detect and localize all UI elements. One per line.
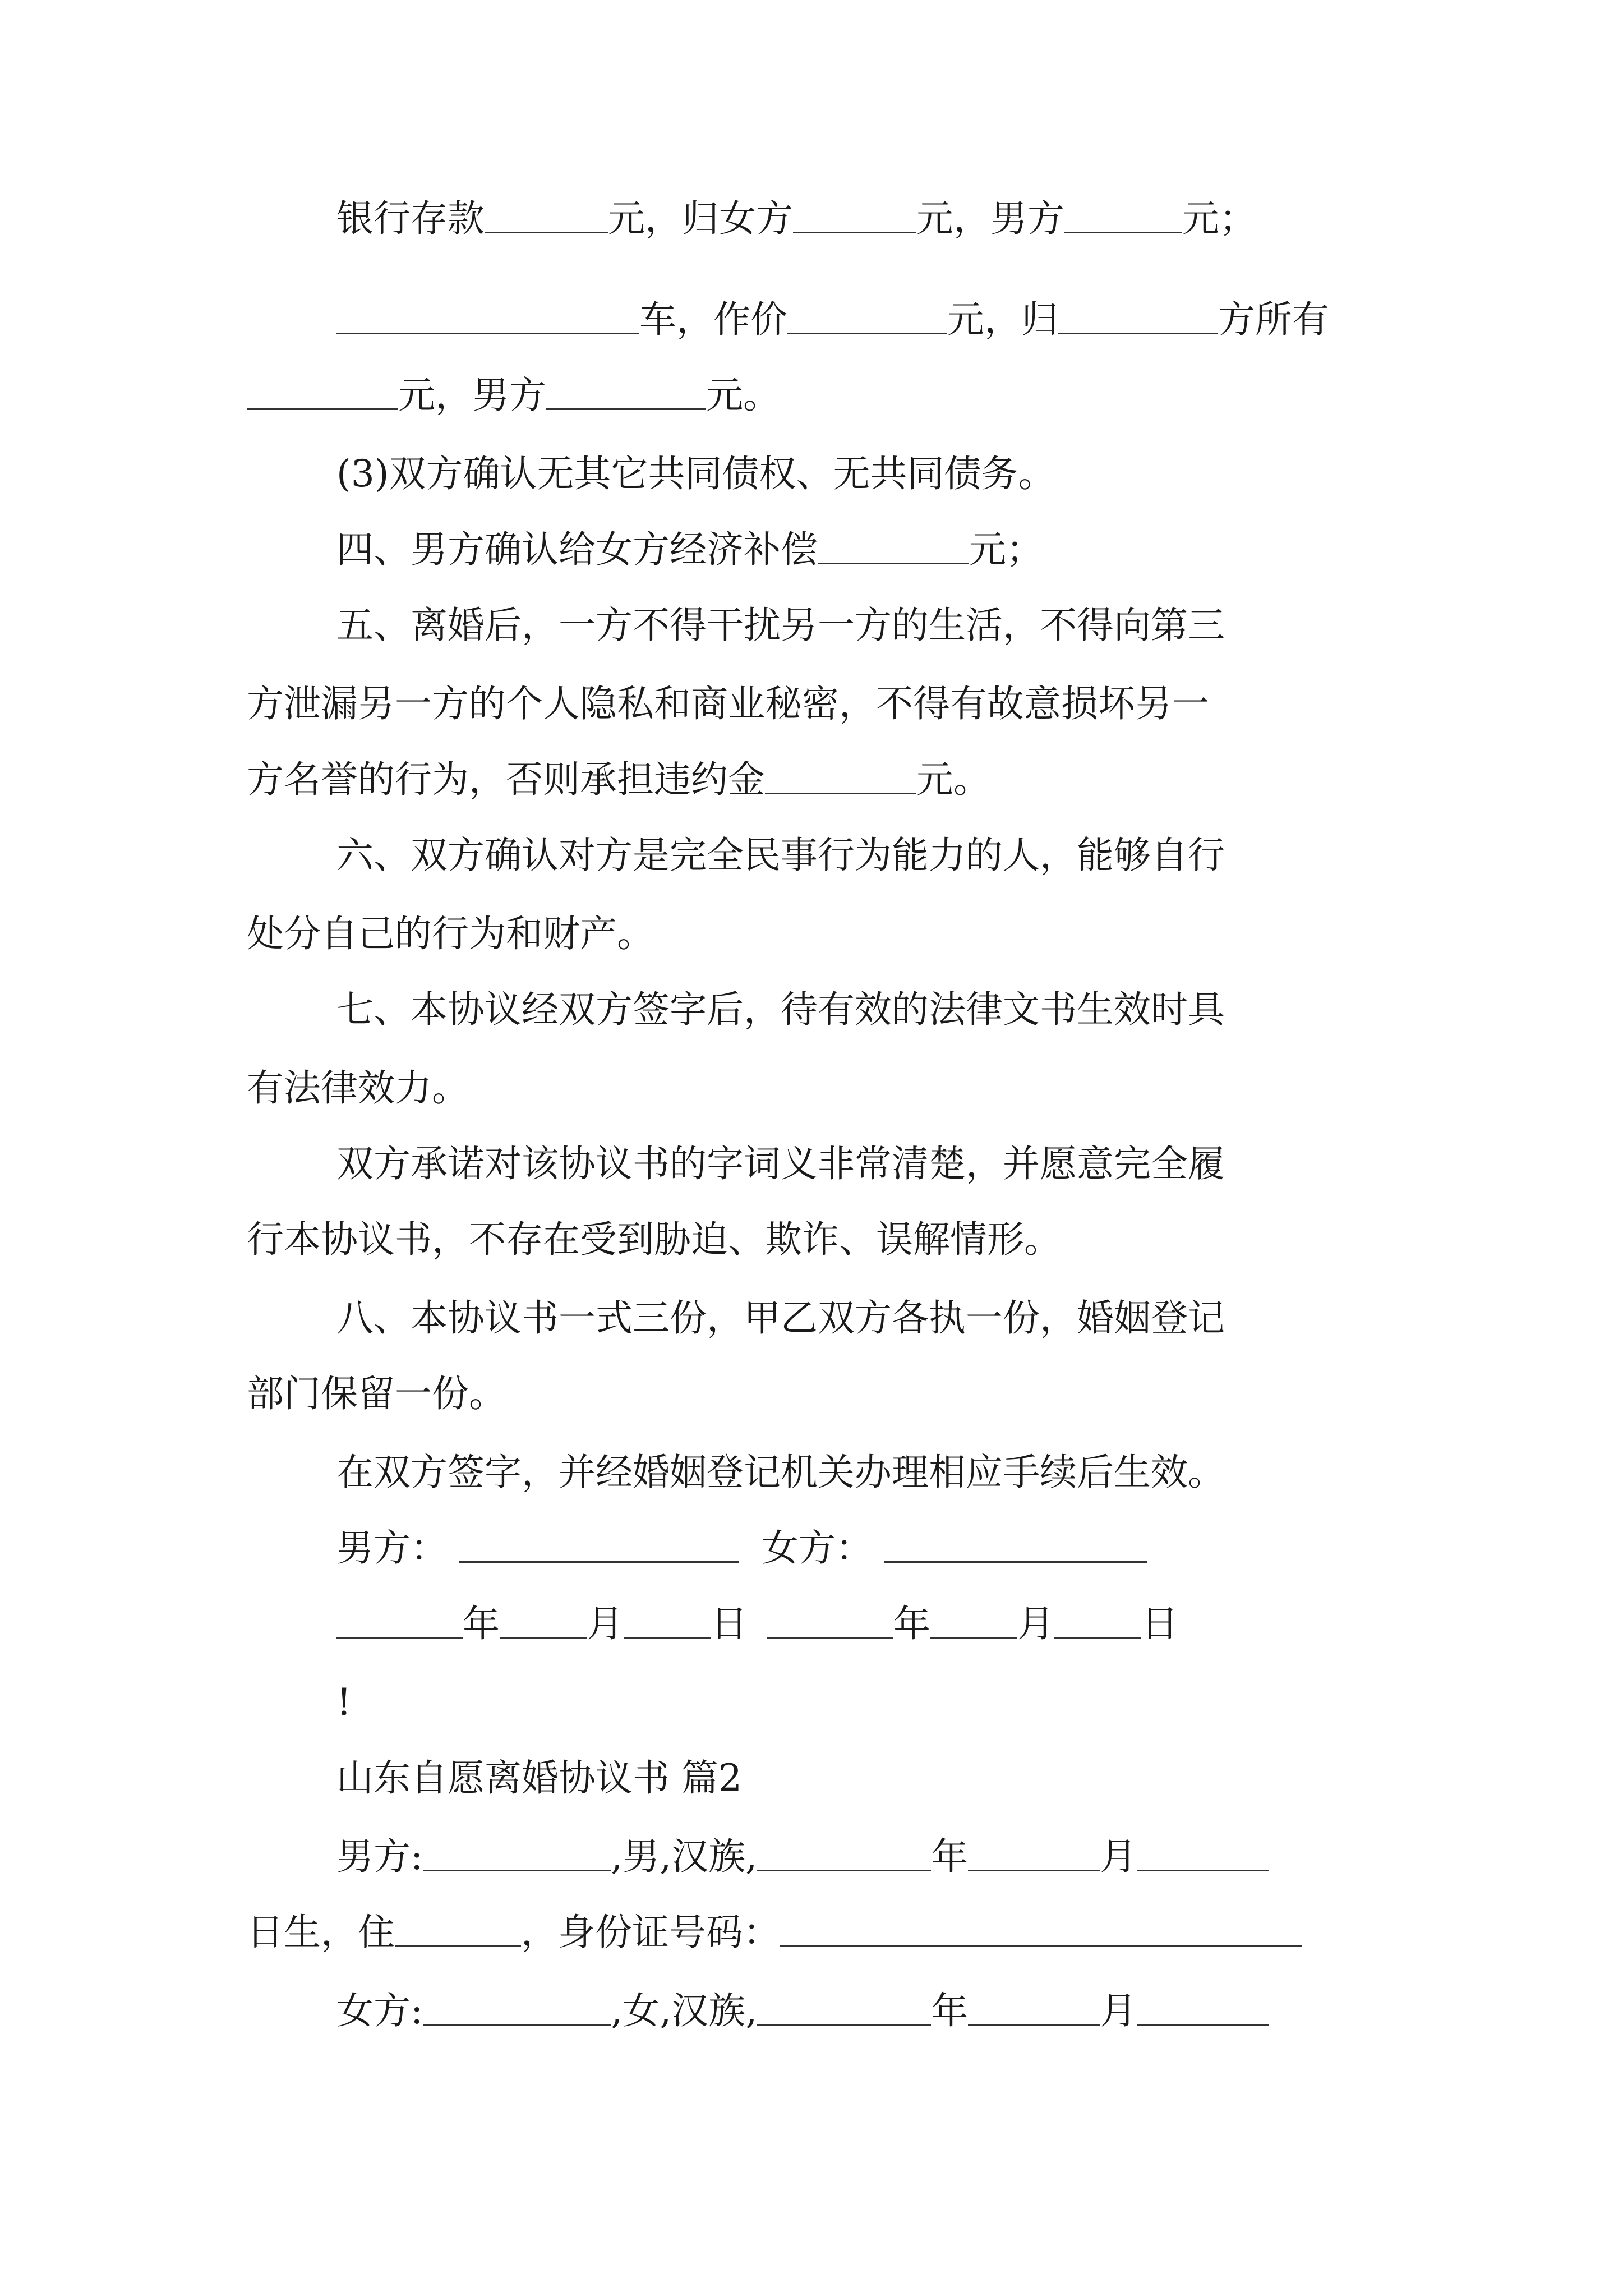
text: 日 xyxy=(1141,1602,1178,1645)
text-line xyxy=(336,827,1225,884)
text: 部门保留一份。 xyxy=(247,1372,506,1415)
text: 元，男方 xyxy=(398,374,546,417)
blank-field[interactable] xyxy=(1064,198,1182,233)
text-line xyxy=(247,367,780,424)
day-field[interactable] xyxy=(1054,1603,1141,1639)
blank-field[interactable] xyxy=(793,198,916,233)
id-number-field[interactable] xyxy=(780,1912,1302,1947)
month-field[interactable] xyxy=(930,1603,1017,1639)
text-line xyxy=(247,1366,506,1422)
text-line xyxy=(336,446,1055,502)
text: 年 xyxy=(931,1989,969,2032)
text: 有法律效力。 xyxy=(247,1066,469,1110)
text: 方名誉的行为，否则承担违约金 xyxy=(247,758,765,801)
text: 年 xyxy=(931,1835,969,1878)
year-field[interactable] xyxy=(757,1990,931,2026)
text: 车，作价 xyxy=(639,298,787,341)
text: 元，男方 xyxy=(916,197,1064,240)
text: 八、本协议书一式三份，甲乙双方各执一份，婚姻登记 xyxy=(336,1296,1225,1340)
text: 月 xyxy=(1100,1835,1137,1878)
blank-field[interactable] xyxy=(765,759,916,794)
text: 月 xyxy=(1100,1989,1137,2032)
year-field[interactable] xyxy=(757,1836,931,1871)
address-field[interactable] xyxy=(395,1912,521,1947)
text-line xyxy=(336,1136,1225,1192)
text: 元； xyxy=(1182,197,1256,240)
text-line xyxy=(247,906,654,962)
day-field[interactable] xyxy=(624,1603,711,1639)
female-signature-field[interactable] xyxy=(884,1527,1147,1563)
text: 月 xyxy=(1017,1602,1054,1645)
text-line xyxy=(247,1060,469,1116)
text: 元，归 xyxy=(947,298,1058,341)
text: 六、双方确认对方是完全民事行为能力的人，能够自行 xyxy=(336,834,1225,877)
signature-line xyxy=(336,1520,1147,1576)
text-line xyxy=(247,752,990,808)
text: 元。 xyxy=(916,758,990,801)
day-field[interactable] xyxy=(1137,1990,1269,2026)
year-field[interactable] xyxy=(767,1603,893,1639)
day-field[interactable] xyxy=(1137,1836,1269,1871)
blank-field[interactable] xyxy=(336,299,639,334)
text: 处分自己的行为和财产。 xyxy=(247,912,654,955)
text-line xyxy=(247,1904,1302,1961)
text: 五、离婚后，一方不得干扰另一方的生活，不得向第三 xyxy=(336,604,1225,647)
date-line xyxy=(336,1596,1178,1652)
text-line xyxy=(247,1212,1061,1268)
text: 年 xyxy=(893,1602,930,1645)
text: 男方: xyxy=(336,1835,423,1878)
month-field[interactable] xyxy=(968,1990,1100,2026)
text: ! xyxy=(336,1681,352,1724)
text: 元，归女方 xyxy=(608,197,793,240)
text-line xyxy=(336,522,1043,578)
blank-field[interactable] xyxy=(485,198,608,233)
text-line xyxy=(336,982,1225,1038)
month-field[interactable] xyxy=(500,1603,587,1639)
text: 女方: xyxy=(336,1989,423,2032)
text-line xyxy=(336,1674,352,1731)
text-line xyxy=(336,292,1329,348)
text-line xyxy=(336,191,1256,247)
text: ，身份证号码： xyxy=(521,1911,780,1954)
text: 四、男方确认给女方经济补偿 xyxy=(336,528,818,571)
male-signature-field[interactable] xyxy=(459,1527,739,1563)
text: 日生，住 xyxy=(247,1911,395,1954)
text: 年 xyxy=(463,1602,500,1645)
blank-field[interactable] xyxy=(1058,299,1218,334)
text: 方所有 xyxy=(1218,298,1329,341)
blank-field[interactable] xyxy=(546,375,706,410)
text: 月 xyxy=(587,1602,624,1645)
section-heading xyxy=(336,1750,742,1806)
blank-field[interactable] xyxy=(787,299,947,334)
text-line xyxy=(336,1983,1269,2039)
month-field[interactable] xyxy=(968,1836,1100,1871)
name-field[interactable] xyxy=(423,1836,611,1871)
blank-field[interactable] xyxy=(818,529,969,564)
text: 方泄漏另一方的个人隐私和商业秘密，不得有故意损坏另一 xyxy=(247,682,1209,725)
text-line xyxy=(336,1444,1225,1501)
text-line xyxy=(336,597,1225,654)
text-line xyxy=(336,1829,1269,1885)
text: 在双方签字，并经婚姻登记机关办理相应手续后生效。 xyxy=(336,1451,1225,1494)
text: 元。 xyxy=(706,374,780,417)
text-line xyxy=(336,1290,1225,1346)
text: ,男,汉族, xyxy=(611,1835,758,1878)
text: 行本协议书，不存在受到胁迫、欺诈、误解情形。 xyxy=(247,1218,1061,1261)
text: (3)双方确认无其它共同债权、无共同债务。 xyxy=(336,452,1055,495)
blank-field[interactable] xyxy=(247,375,398,410)
male-party-label: 男方： xyxy=(336,1526,448,1570)
name-field[interactable] xyxy=(423,1990,611,2026)
text: 元； xyxy=(969,528,1043,571)
text: 日 xyxy=(711,1602,748,1645)
text: ,女,汉族, xyxy=(611,1989,758,2032)
text: 双方承诺对该协议书的字词义非常清楚，并愿意完全履 xyxy=(336,1142,1225,1185)
text: 山东自愿离婚协议书 篇2 xyxy=(336,1756,742,1800)
text-line xyxy=(247,676,1209,732)
text: 银行存款 xyxy=(336,197,485,240)
female-party-label: 女方： xyxy=(762,1526,873,1570)
year-field[interactable] xyxy=(336,1603,463,1639)
text: 七、本协议经双方签字后，待有效的法律文书生效时具 xyxy=(336,988,1225,1031)
